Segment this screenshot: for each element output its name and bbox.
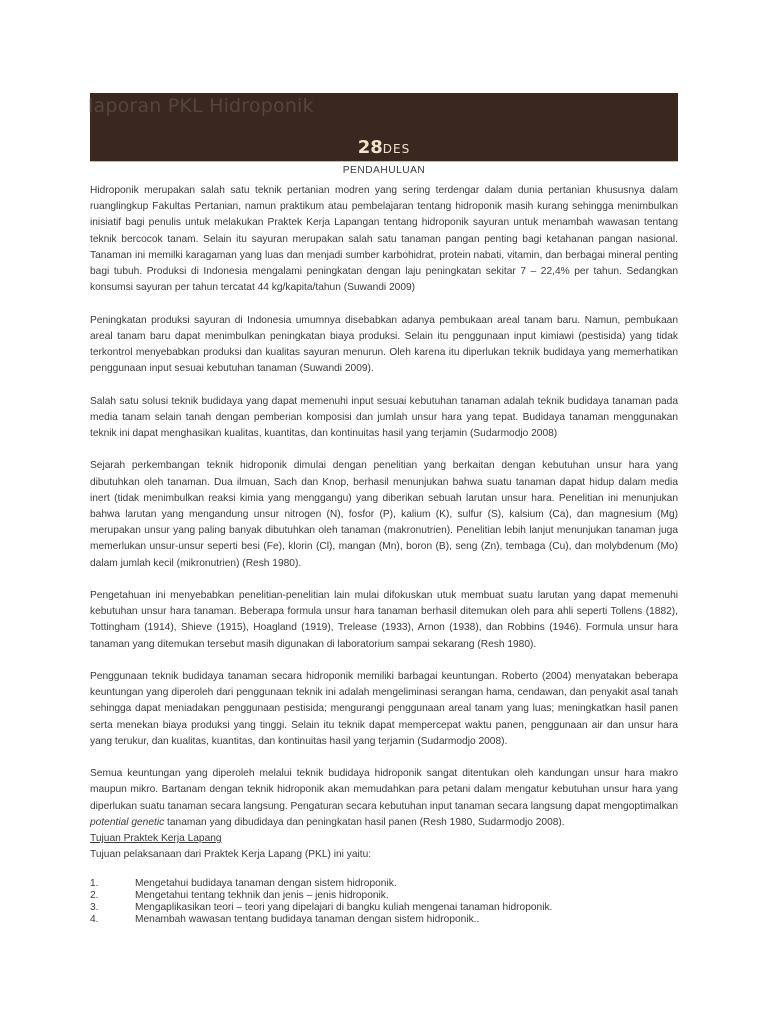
post-date [90,137,678,158]
subheading: Tujuan Praktek Kerja Lapang [90,833,222,845]
list-number: 2. [90,889,99,901]
date-month: DES [382,142,411,156]
paragraph: Penggunaan teknik budidaya tanaman secara hidroponik memiliki barbagai keuntungan. Roberto (2004) menyatakan beberapa keuntungan yang diperoleh dari penggunaan teknik ini adalah mengeliminasi serangan hama, cendawan, dan penyakit asal tanah sehingga dapat meniadakan penggunaan pestisida; mengurangi penggunaan areal tanam yang luas; meningkatkan hasil panen serta menekan biaya produksi yang tinggi. Selain itu teknik dapat mempercepat waktu panen, penggunaan air dan unsur hara yang terukur, dan kualitas, kuantitas, dan kontinuitas hasil yang terjamin (Sudarmodjo 2008). [90,671,678,747]
list-text: Mengetahui tentang tekhnik dan jenis – jenis hidroponik. [135,889,389,901]
paragraph: Peningkatan produksi sayuran di Indonesia umumnya disebabkan adanya pembukaan areal tanam baru. Namun, pembukaan areal tanam baru dapat menimbulkan peningkatan biaya produksi. Selain itu penggunaan input kimiawi (pestisida) yang tidak terkontrol menyebabkan produksi dan kualitas sayuran menurun. Oleh karena itu diperlukan teknik budidaya yang memerhatikan penggunaan input sesuai kebutuhan tanaman (Suwandi 2009). [90,314,678,375]
objectives-list [90,878,678,926]
list-item [90,914,678,926]
list-item [90,890,678,902]
paragraph [90,766,678,831]
document-body [90,163,678,926]
text: tanaman yang dibudidaya dan peningkatan hasil panen (Resh 1980, Sudarmodjo 2008). [164,816,565,828]
date-day: 28 [357,137,383,158]
italic-term: potential genetic [90,816,165,828]
objectives-intro: Tujuan pelaksanaan dari Praktek Kerja Lapang (PKL) ini yaitu: [90,849,372,861]
list-text: Menambah wawasan tentang budidaya tanaman dengan sistem hidroponik.. [135,913,480,925]
text: Semua keuntungan yang diperoleh melalui teknik budidaya hidroponik sangat ditentukan oleh kandungan unsur hara makro maupun mikro. Bartanam dengan teknik hidroponik akan memudahkan para petani dalam mengatur kebutuhan unsur hara yang diperlukan suatu tanaman secara langsung. Pengaturan secara kebutuhan input tanaman secara langsung dapat mengoptimalkan [90,768,678,812]
paragraph: Pengetahuan ini menyebabkan penelitian-penelitian lain mulai difokuskan utuk membuat suatu larutan yang dapat memenuhi kebutuhan unsur hara tanaman. Beberapa formula unsur hara tanaman berhasil ditemukan oleh para ahli seperti Tollens (1882), Tottingham (1914), Shieve (1915), Hoagland (1919), Trelease (1933), Arnon (1938), dan Robbins (1946). Formula unsur hara tanaman yang ditemukan tersebut masih digunakan di laboratorium sampai sekarang (Resh 1980). [90,590,678,650]
list-text: Mengetahui budidaya tanaman dengan sistem hidroponik. [135,877,397,889]
title-banner [90,93,678,162]
paragraph: Salah satu solusi teknik budidaya yang dapat memenuhi input sesuai kebutuhan tanaman adalah teknik budidaya tanaman pada media tanam selain tanah dengan pemberian komposisi dan jumlah unsur hara yang tepat. Budidaya tanaman menggunakan teknik ini dapat menghasikan kualitas, kuantitas, dan kontinuitas hasil yang terjamin (Sudarmodjo 2008) [90,395,678,440]
list-number: 4. [90,913,99,925]
paragraph: Sejarah perkembangan teknik hidroponik dimulai dengan penelitian yang berkaitan dengan kebutuhan unsur hara yang dibutuhkan oleh tanaman. Dua ilmuan, Sach dan Knop, berhasil menunjukan bahwa suatu tanaman dapat hidup dalam media inert (tidak menimbulkan reaksi kimia yang menggangu) yang diberikan sebuah larutan unsur hara. Penelitian ini menunjukan bahwa larutan yang mengandung unsur nitrogen (N), fosfor (P), kalium (K), sulfur (S), kalsium (Ca), dan magnesium (Mg) merupakan unsur yang paling banyak dibutuhkan oleh tanaman (makronutrien). Penelitian lebih lanjut menunjukan tanaman juga memerlukan unsur-unsur seperti besi (Fe), klorin (Cl), mangan (Mn), boron (B), seng (Zn), tembaga (Cu), dan molybdenum (Mo) dalam jumlah kecil (mikronutrien) (Resh 1980). [90,460,678,569]
document-title: laporan PKL Hidroponik [88,95,314,117]
list-item [90,902,678,914]
list-number: 3. [90,901,99,913]
list-text: Mengaplikasikan teori – teori yang dipelajari di bangku kuliah mengenai tanaman hidroponik. [135,901,553,913]
section-heading: PENDAHULUAN [342,165,426,176]
paragraph: Hidroponik merupakan salah satu teknik pertanian modren yang sering terdengar dalam dunia pertanian khususnya dalam ruanglingkup Fakultas Pertanian, namun praktikum atau pembelajaran tentang hidroponik masih kurang sehingga menimbulkan inisiatif bagi penulis untuk melakukan Praktek Kerja Lapangan tentang hidroponik sayuran untuk menambah wawasan tentang teknik bercocok tanam. Selain itu sayuran merupakan salah satu tanaman pangan penting bagi ketahanan pangan nasional. Tanaman ini memilki karagaman yang luas dan menjadi sumber karbohidrat, protein nabati, vitamin, dan berbagai mineral penting bagi tubuh. Produksi di Indonesia mengalami peningkatan dengan laju peningkatan sekitar 7 – 22,4% per tahun. Sedangkan konsumsi sayuran per tahun tercatat 44 kg/kapita/tahun (Suwandi 2009) [90,185,678,294]
list-number: 1. [90,877,99,889]
list-item [90,878,678,890]
